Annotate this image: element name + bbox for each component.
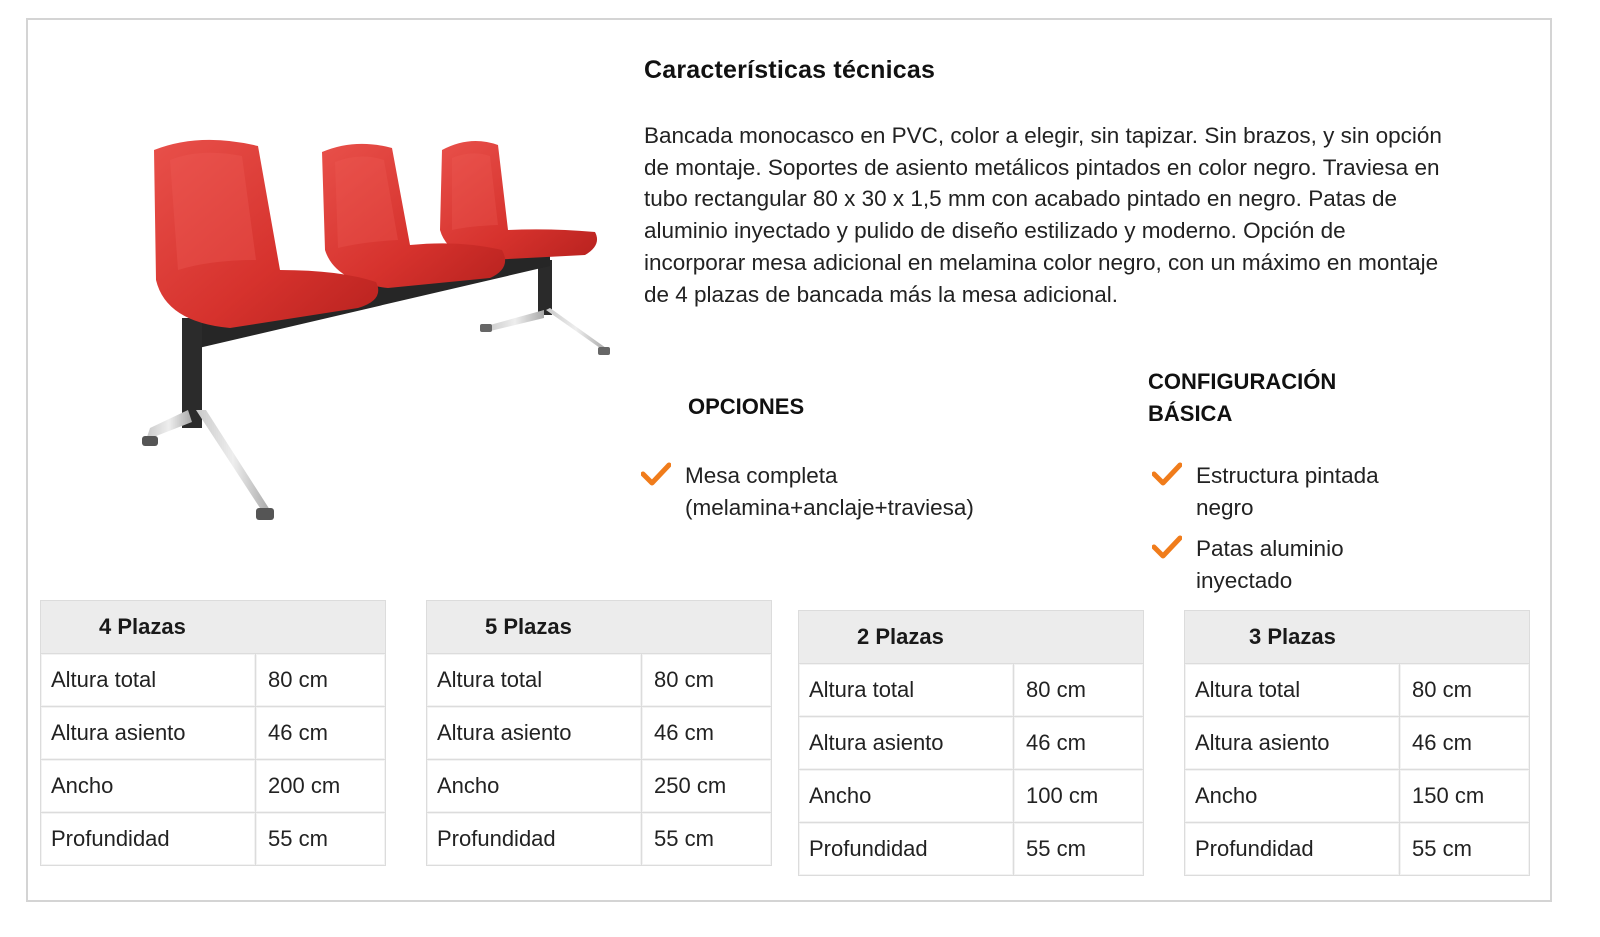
- check-icon: [641, 462, 671, 486]
- config-item: Estructura pintada negro: [1196, 463, 1379, 520]
- row-label: Profundidad: [799, 823, 1014, 876]
- row-value: 80 cm: [1400, 664, 1530, 717]
- table-row: [41, 760, 386, 813]
- row-label: Altura asiento: [427, 707, 642, 760]
- row-value: 55 cm: [256, 813, 386, 866]
- product-image-bench: [130, 110, 620, 550]
- spec-table-4-plazas: [40, 600, 386, 866]
- table-row: [799, 770, 1144, 823]
- row-label: Altura asiento: [41, 707, 256, 760]
- table-row: [41, 654, 386, 707]
- section-title: Características técnicas: [644, 56, 936, 84]
- table-title: 4 Plazas: [41, 601, 386, 654]
- check-icon: [1152, 462, 1182, 486]
- options-item: Mesa completa (melamina+anclaje+traviesa): [685, 463, 974, 520]
- table-row: [427, 707, 772, 760]
- check-icon: [1152, 535, 1182, 559]
- row-label: Ancho: [427, 760, 642, 813]
- table-title: 2 Plazas: [799, 611, 1144, 664]
- row-label: Altura total: [1185, 664, 1400, 717]
- table-row: [799, 717, 1144, 770]
- row-value: 100 cm: [1014, 770, 1144, 823]
- row-label: Altura total: [799, 664, 1014, 717]
- row-label: Altura total: [41, 654, 256, 707]
- table-row: [1185, 664, 1530, 717]
- row-label: Profundidad: [427, 813, 642, 866]
- config-item: Patas aluminio inyectado: [1196, 536, 1344, 593]
- row-label: Profundidad: [41, 813, 256, 866]
- row-value: 200 cm: [256, 760, 386, 813]
- row-label: Profundidad: [1185, 823, 1400, 876]
- row-value: 46 cm: [642, 707, 772, 760]
- table-row: [427, 654, 772, 707]
- table-row: [41, 813, 386, 866]
- row-label: Ancho: [1185, 770, 1400, 823]
- table-row: [1185, 770, 1530, 823]
- table-row: [1185, 717, 1530, 770]
- table-row: [41, 707, 386, 760]
- product-description: Bancada monocasco en PVC, color a elegir, sin tapizar. Sin brazos, y sin opción de montaje. Soportes de asiento metálicos pintados en color negro. Traviesa en tubo rectangular 80 x 30 x 1,5 mm con acabado pintado en negro. Patas de aluminio inyectado y pulido de diseño estilizado y moderno. Opción de incorporar mesa adicional en melamina color negro, con un máximo en montaje de 4 plazas de bancada más la mesa adicional.: [644, 123, 1442, 307]
- row-label: Ancho: [41, 760, 256, 813]
- table-row: [427, 760, 772, 813]
- row-value: 55 cm: [1400, 823, 1530, 876]
- table-title: 3 Plazas: [1185, 611, 1530, 664]
- config-heading: CONFIGURACIÓN BÁSICA: [1148, 369, 1337, 426]
- options-heading: OPCIONES: [688, 394, 805, 419]
- row-label: Altura asiento: [799, 717, 1014, 770]
- row-value: 46 cm: [1400, 717, 1530, 770]
- row-value: 150 cm: [1400, 770, 1530, 823]
- row-label: Ancho: [799, 770, 1014, 823]
- table-title: 5 Plazas: [427, 601, 772, 654]
- row-value: 80 cm: [256, 654, 386, 707]
- row-value: 55 cm: [642, 813, 772, 866]
- row-value: 80 cm: [642, 654, 772, 707]
- row-value: 46 cm: [1014, 717, 1144, 770]
- spec-table-2-plazas: [798, 610, 1144, 876]
- row-value: 46 cm: [256, 707, 386, 760]
- row-label: Altura total: [427, 654, 642, 707]
- row-value: 55 cm: [1014, 823, 1144, 876]
- table-row: [1185, 823, 1530, 876]
- spec-table-5-plazas: [426, 600, 772, 866]
- row-label: Altura asiento: [1185, 717, 1400, 770]
- table-row: [799, 823, 1144, 876]
- table-row: [427, 813, 772, 866]
- spec-table-3-plazas: [1184, 610, 1530, 876]
- table-row: [799, 664, 1144, 717]
- row-value: 80 cm: [1014, 664, 1144, 717]
- row-value: 250 cm: [642, 760, 772, 813]
